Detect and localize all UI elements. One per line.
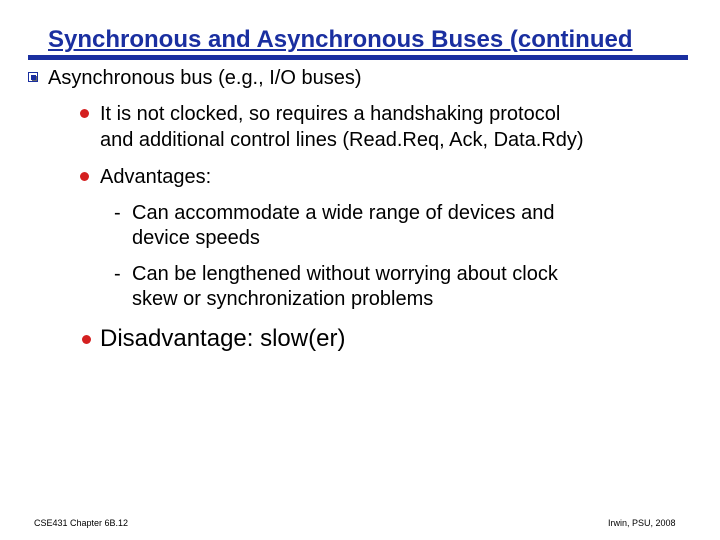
bullet-not-clocked-line2: and additional control lines (Read.Req, Ack, Data.Rdy) — [100, 129, 584, 151]
footer-chapter-label: CSE431 Chapter 6B.12 — [34, 518, 129, 528]
round-bullet-icon — [82, 335, 91, 344]
bullet-not-clocked-line1: It is not clocked, so requires a handshaking protocol — [100, 103, 561, 125]
advantage-1-line2: device speeds — [132, 227, 260, 249]
bullet-asynchronous-bus: Asynchronous bus (e.g., I/O buses) — [48, 67, 362, 89]
title-underline-rule — [28, 55, 688, 60]
dash-bullet: - — [114, 263, 121, 285]
bullet-disadvantage: Disadvantage: slow(er) — [100, 325, 346, 352]
footer-author-label: Irwin, PSU, 2008 — [608, 518, 676, 528]
square-bullet-icon — [28, 72, 38, 82]
round-bullet-icon — [80, 109, 89, 118]
slide-title: Synchronous and Asynchronous Buses (continued — [48, 26, 633, 53]
round-bullet-icon — [80, 172, 89, 181]
advantage-2-line2: skew or synchronization problems — [132, 288, 434, 310]
advantage-1-line1: Can accommodate a wide range of devices and — [132, 202, 555, 224]
advantage-2-line1: Can be lengthened without worrying about clock — [132, 263, 558, 285]
bullet-advantages-label: Advantages: — [100, 166, 212, 188]
dash-bullet: - — [114, 202, 121, 224]
